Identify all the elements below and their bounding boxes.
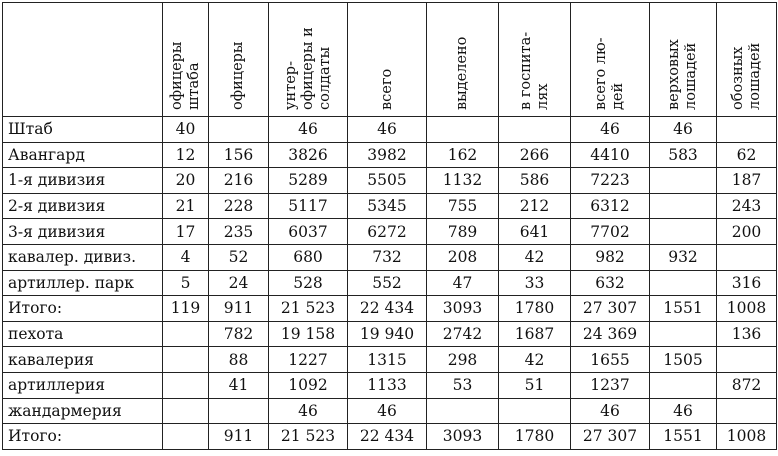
table-row: [3, 244, 777, 270]
table-cell: 19 940: [348, 321, 427, 347]
table-cell: 46: [650, 117, 717, 143]
table-cell: 789: [427, 219, 499, 245]
row-label: артиллерия: [3, 372, 163, 398]
column-header: [163, 3, 209, 117]
table-cell: 46: [269, 117, 348, 143]
table-cell: [650, 219, 717, 245]
table-cell: 316: [717, 270, 777, 296]
table-cell: 42: [499, 244, 571, 270]
table-body: [3, 117, 777, 450]
table-cell: [209, 398, 269, 424]
table-cell: 216: [209, 168, 269, 194]
table-cell: [499, 117, 571, 143]
table-row: [3, 347, 777, 373]
table-row: [3, 117, 777, 143]
table-cell: 583: [650, 142, 717, 168]
table-cell: 872: [717, 372, 777, 398]
table-cell: [650, 372, 717, 398]
table-row: [3, 168, 777, 194]
table-cell: 46: [348, 398, 427, 424]
table-cell: 88: [209, 347, 269, 373]
table-cell: 911: [209, 296, 269, 322]
table-cell: 51: [499, 372, 571, 398]
table-cell: 21: [163, 193, 209, 219]
table-cell: 1008: [717, 424, 777, 450]
table-cell: 27 307: [571, 296, 650, 322]
column-header: [571, 3, 650, 117]
table-cell: 235: [209, 219, 269, 245]
table-cell: 243: [717, 193, 777, 219]
table-cell: 782: [209, 321, 269, 347]
row-label: Авангард: [3, 142, 163, 168]
table-cell: 46: [650, 398, 717, 424]
table-cell: 46: [269, 398, 348, 424]
table-cell: 212: [499, 193, 571, 219]
table-cell: 982: [571, 244, 650, 270]
table-cell: [163, 424, 209, 450]
row-label: Итого:: [3, 296, 163, 322]
table-cell: 2742: [427, 321, 499, 347]
table-cell: [650, 321, 717, 347]
column-header-label: в госпита- лях: [517, 31, 551, 110]
table-cell: 1551: [650, 424, 717, 450]
column-header-label: выделено: [454, 36, 470, 110]
table-cell: 932: [650, 244, 717, 270]
table-cell: 528: [269, 270, 348, 296]
table-row: [3, 372, 777, 398]
table-cell: [163, 347, 209, 373]
table-cell: 6272: [348, 219, 427, 245]
table-cell: 266: [499, 142, 571, 168]
table-cell: 4410: [571, 142, 650, 168]
row-label: кавалер. дивиз.: [3, 244, 163, 270]
table-cell: 3982: [348, 142, 427, 168]
table-cell: 53: [427, 372, 499, 398]
table-cell: 41: [209, 372, 269, 398]
table-cell: 208: [427, 244, 499, 270]
table-cell: 1008: [717, 296, 777, 322]
table-cell: 24 369: [571, 321, 650, 347]
table-cell: 5117: [269, 193, 348, 219]
table-cell: 5289: [269, 168, 348, 194]
column-header-label: всего: [378, 68, 395, 110]
column-header: [717, 3, 777, 117]
table-cell: 5345: [348, 193, 427, 219]
table-cell: [650, 270, 717, 296]
table-cell: 5505: [348, 168, 427, 194]
table-cell: 20: [163, 168, 209, 194]
table-cell: 755: [427, 193, 499, 219]
table-cell: 1092: [269, 372, 348, 398]
table-cell: [717, 244, 777, 270]
table-cell: 1655: [571, 347, 650, 373]
row-label: 2-я дивизия: [3, 193, 163, 219]
table-cell: 156: [209, 142, 269, 168]
table-cell: 4: [163, 244, 209, 270]
column-header: [499, 3, 571, 117]
row-label: артиллер. парк: [3, 270, 163, 296]
table-cell: 1505: [650, 347, 717, 373]
table-cell: 7223: [571, 168, 650, 194]
table-cell: 7702: [571, 219, 650, 245]
table-cell: 632: [571, 270, 650, 296]
row-label: жандармерия: [3, 398, 163, 424]
table-cell: [163, 372, 209, 398]
table-cell: 42: [499, 347, 571, 373]
column-header-label: верховых лошадей: [666, 39, 699, 110]
table-cell: [499, 398, 571, 424]
table-cell: 33: [499, 270, 571, 296]
table-cell: 680: [269, 244, 348, 270]
column-header-label: обозных лошадей: [729, 42, 763, 110]
table-cell: 1315: [348, 347, 427, 373]
table-cell: 1132: [427, 168, 499, 194]
table-cell: 228: [209, 193, 269, 219]
table-cell: 62: [717, 142, 777, 168]
table-cell: 1237: [571, 372, 650, 398]
table-row: [3, 398, 777, 424]
table-cell: 1780: [499, 424, 571, 450]
column-header: [650, 3, 717, 117]
table-cell: 1227: [269, 347, 348, 373]
table-cell: 22 434: [348, 296, 427, 322]
table-cell: [717, 347, 777, 373]
table-cell: 187: [717, 168, 777, 194]
table-row: [3, 296, 777, 322]
table-row: [3, 193, 777, 219]
table-cell: [717, 117, 777, 143]
column-header-label: унтер- офицеры и солдаты: [282, 27, 333, 110]
table-row: [3, 219, 777, 245]
column-header: [348, 3, 427, 117]
table-cell: 17: [163, 219, 209, 245]
table-cell: [427, 117, 499, 143]
table-cell: 22 434: [348, 424, 427, 450]
column-header: [209, 3, 269, 117]
table-cell: 586: [499, 168, 571, 194]
table-cell: 200: [717, 219, 777, 245]
row-label: Итого:: [3, 424, 163, 450]
table-cell: 3826: [269, 142, 348, 168]
column-header: [269, 3, 348, 117]
table-row: [3, 270, 777, 296]
table-cell: 552: [348, 270, 427, 296]
row-label: 3-я дивизия: [3, 219, 163, 245]
table-cell: [427, 398, 499, 424]
table-cell: [650, 193, 717, 219]
table-cell: [209, 117, 269, 143]
column-header-label: всего лю- дей: [593, 37, 626, 110]
table-cell: 19 158: [269, 321, 348, 347]
table-row: [3, 142, 777, 168]
row-label: пехота: [3, 321, 163, 347]
table-row: [3, 321, 777, 347]
table-cell: 3093: [427, 424, 499, 450]
table-cell: 24: [209, 270, 269, 296]
row-label: Штаб: [3, 117, 163, 143]
table-cell: 641: [499, 219, 571, 245]
table-cell: 21 523: [269, 424, 348, 450]
table-cell: 6312: [571, 193, 650, 219]
table-cell: 298: [427, 347, 499, 373]
table-cell: 1780: [499, 296, 571, 322]
table-cell: 46: [571, 117, 650, 143]
table-cell: 12: [163, 142, 209, 168]
table-cell: 46: [571, 398, 650, 424]
table-cell: 1133: [348, 372, 427, 398]
table-cell: 52: [209, 244, 269, 270]
table-cell: 47: [427, 270, 499, 296]
army-strength-table: [2, 2, 777, 450]
column-header-label: офицеры: [230, 41, 246, 110]
table-cell: [163, 398, 209, 424]
column-header: [427, 3, 499, 117]
row-label: 1-я дивизия: [3, 168, 163, 194]
table-cell: 21 523: [269, 296, 348, 322]
table-cell: 911: [209, 424, 269, 450]
table-cell: 6037: [269, 219, 348, 245]
row-label: кавалерия: [3, 347, 163, 373]
table-cell: 1551: [650, 296, 717, 322]
table-cell: 732: [348, 244, 427, 270]
table-cell: 27 307: [571, 424, 650, 450]
table-cell: 40: [163, 117, 209, 143]
table-cell: 46: [348, 117, 427, 143]
table-cell: 3093: [427, 296, 499, 322]
table-cell: 162: [427, 142, 499, 168]
table-cell: [717, 398, 777, 424]
table-cell: 1687: [499, 321, 571, 347]
corner-cell: [3, 3, 163, 117]
header-row: [3, 3, 777, 117]
table-cell: [163, 321, 209, 347]
table-cell: [650, 168, 717, 194]
table-row: [3, 424, 777, 450]
table-cell: 136: [717, 321, 777, 347]
table-cell: 119: [163, 296, 209, 322]
table-cell: 5: [163, 270, 209, 296]
column-header-label: офицеры штаба: [168, 41, 202, 110]
